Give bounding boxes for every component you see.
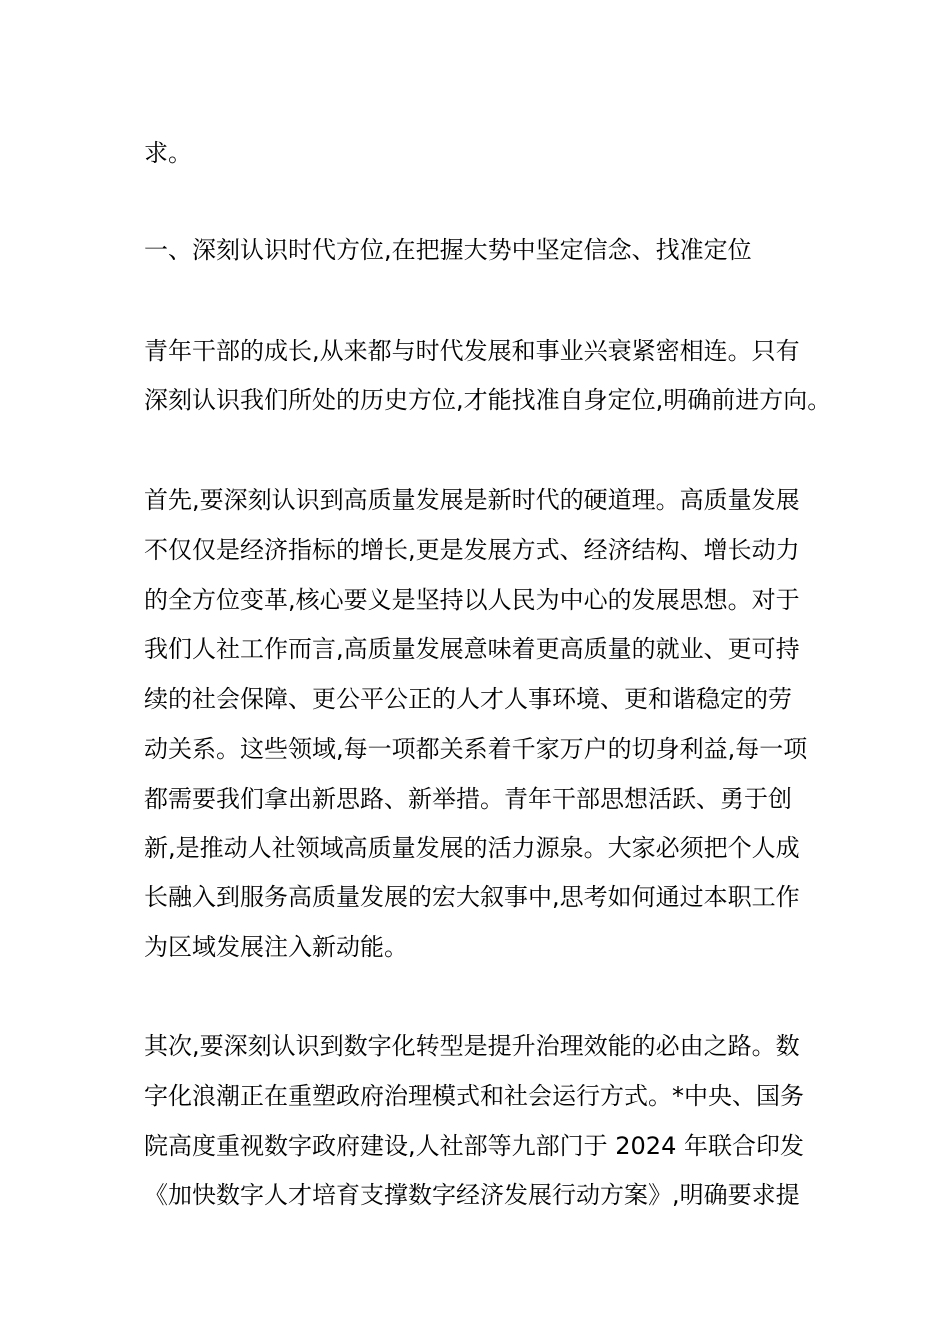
text-line: 的全方位变革,核心要义是坚持以人民为中心的发展思想。对于 (144, 586, 800, 614)
text-line: 首先,要深刻认识到高质量发展是新时代的硬道理。高质量发展 (144, 486, 800, 514)
text-line: 动关系。这些领域,每一项都关系着千家万户的切身利益,每一项 (144, 735, 808, 763)
text-line: 《加快数字人才培育支撑数字经济发展行动方案》,明确要求提 (144, 1181, 800, 1209)
text-line: 我们人社工作而言,高质量发展意味着更高质量的就业、更可持 (144, 635, 800, 663)
text-line: 都需要我们拿出新思路、新举措。青年干部思想活跃、勇于创 (144, 785, 792, 813)
text-line: 不仅仅是经济指标的增长,更是发展方式、经济结构、增长动力 (144, 536, 800, 564)
text-line: 深刻认识我们所处的历史方位,才能找准自身定位,明确前进方向。 (144, 386, 832, 414)
text-line: 续的社会保障、更公平公正的人才人事环境、更和谐稳定的劳 (144, 685, 792, 713)
text-line: 院高度重视数字政府建设,人社部等九部门于 2024 年联合印发 (144, 1132, 804, 1160)
text-line: 青年干部的成长,从来都与时代发展和事业兴衰紧密相连。只有 (144, 337, 800, 365)
text-line: 为区域发展注入新动能。 (144, 933, 408, 961)
text-line: 长融入到服务高质量发展的宏大叙事中,思考如何通过本职工作 (144, 883, 800, 911)
text-line: 求。 (144, 139, 192, 167)
text-line: 字化浪潮正在重塑政府治理模式和社会运行方式。*中央、国务 (144, 1082, 804, 1110)
section-heading: 一、深刻认识时代方位,在把握大势中坚定信念、找准定位 (144, 236, 752, 264)
text-line: 新,是推动人社领域高质量发展的活力源泉。大家必须把个人成 (144, 834, 800, 862)
text-line: 其次,要深刻认识到数字化转型是提升治理效能的必由之路。数 (144, 1032, 800, 1060)
